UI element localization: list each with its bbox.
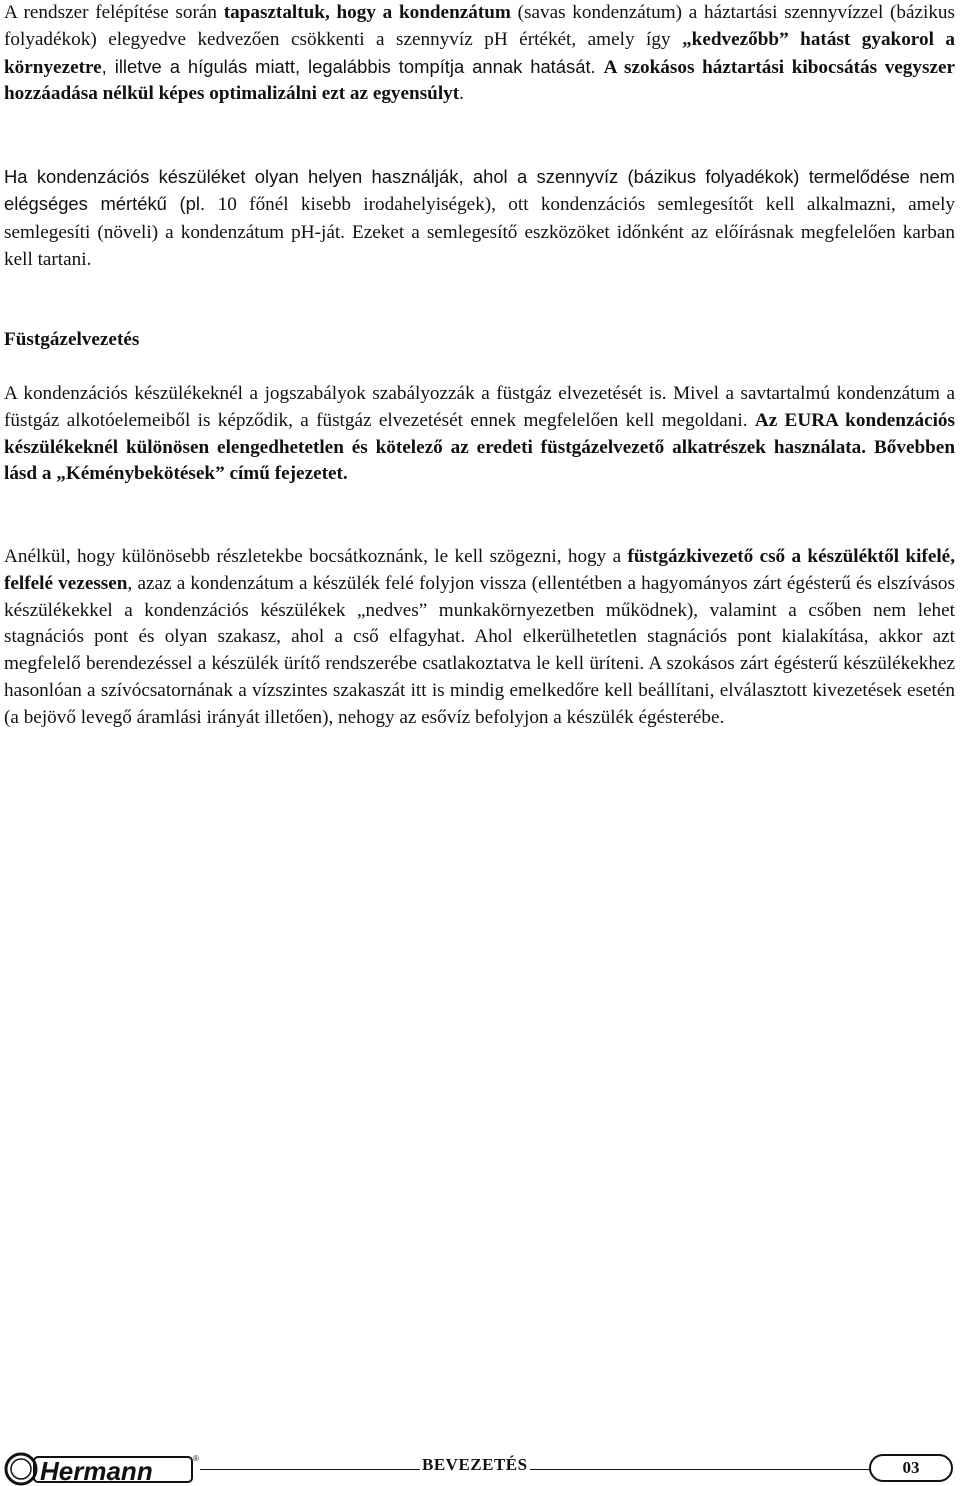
bold-text: A szokásos háztartási kibocsátás vegyszer hozzáadása nélkül képes optimalizálni ezt az egyensúlyt xyxy=(4,56,956,105)
text-span: . xyxy=(459,83,464,105)
footer-rule xyxy=(200,1469,900,1470)
bold-text: „kedvezőbb” hatást gyakorol a környezetre xyxy=(4,28,955,78)
svg-text:®: ® xyxy=(193,1454,199,1463)
section-heading: Füstgázelvezetés xyxy=(4,329,140,350)
paragraph-neutralizer xyxy=(4,164,955,274)
text-span: 10 főnél kisebb irodahelyiségek), ott kondenzációs semlegesítőt kell alkalmazni, amely semlegesíti (növeli) a kondenzátum pH-ját. Ezeket a semlegesítő eszközöket időnként az előírásnak megfelelően karban kell tartani. xyxy=(4,193,956,271)
logo-text: Hermann xyxy=(40,1456,153,1486)
hermann-logo xyxy=(4,1452,200,1486)
text-span: (savas kondenzátum) a háztartási szennyvízzel (bázikus folyadékok) elegyedve kedvezően csökkenti a szennyvíz pH értékét, amely így xyxy=(4,2,955,50)
paragraph-flue-pipe-direction xyxy=(4,544,955,732)
page-number: 03 xyxy=(869,1454,953,1482)
bold-text: tapasztaltuk, hogy a kondenzátum xyxy=(223,2,511,23)
paragraph-condensate-effect xyxy=(4,0,955,108)
text-span: , azaz a kondenzátum a készülék felé folyjon vissza (ellentétben a hagyományos zárt égésterű és elszívásos készülékekkel a kondenzációs készülékek „nedves” munkakörnyezetben működnek), valamint a csőben nem lehet stagnációs pont és olyan szakasz, ahol a cső elfagyhat. Ahol elkerülhetetlen stagnációs pont kialakítása, akkor azt megfelelő berendezéssel a készülék ürítő rendszerébe csatlakoztatva le kell üríteni. A szokásos zárt égésterű készülékekhez hasonlóan a szívócsatornának a vízszintes szakaszát itt is mindig emelkedőre kell beállítani, elválasztott kivezetések esetén (a bejövő levegő áramlási irányát illetően), nehogy az esővíz befolyjon a készülék égésterébe. xyxy=(4,572,955,728)
text-span: A kondenzációs készülékeknél a jogszabályok szabályozzák a füstgáz elvezetését is. Mivel a savtartalmú kondenzátum a füstgáz alkotóelemeiből is képződik, a füstgáz elvezetését ennek megfelelően kell megoldani. xyxy=(4,383,955,431)
text-span: Ha kondenzációs készüléket olyan helyen használják, ahol a szennyvíz (bázikus folyadékok) termelődése nem elégséges mértékű (pl. xyxy=(4,166,955,214)
bold-text: füstgázkivezető cső a készüléktől kifelé, felfelé vezessen xyxy=(4,546,955,594)
paragraph-flue-gas-rules xyxy=(4,381,955,488)
text-span: A rendszer felépítése során xyxy=(4,2,224,23)
section-title: BEVEZETÉS xyxy=(422,1455,528,1474)
bold-text: Az EURA kondenzációs készülékeknél különösen elengedhetetlen és kötelező az eredeti füstgázelvezető alkatrészek használata. Bővebben lásd a „Kéménybekötések” című fejezetet. xyxy=(4,409,955,485)
page-footer xyxy=(0,1440,960,1486)
text-span: Anélkül, hogy különösebb részletekbe bocsátkoznánk, le kell szögezni, hogy a xyxy=(4,546,628,567)
text-span: , illetve a hígulás miatt, legalábbis tompítja annak hatását. xyxy=(101,55,604,77)
